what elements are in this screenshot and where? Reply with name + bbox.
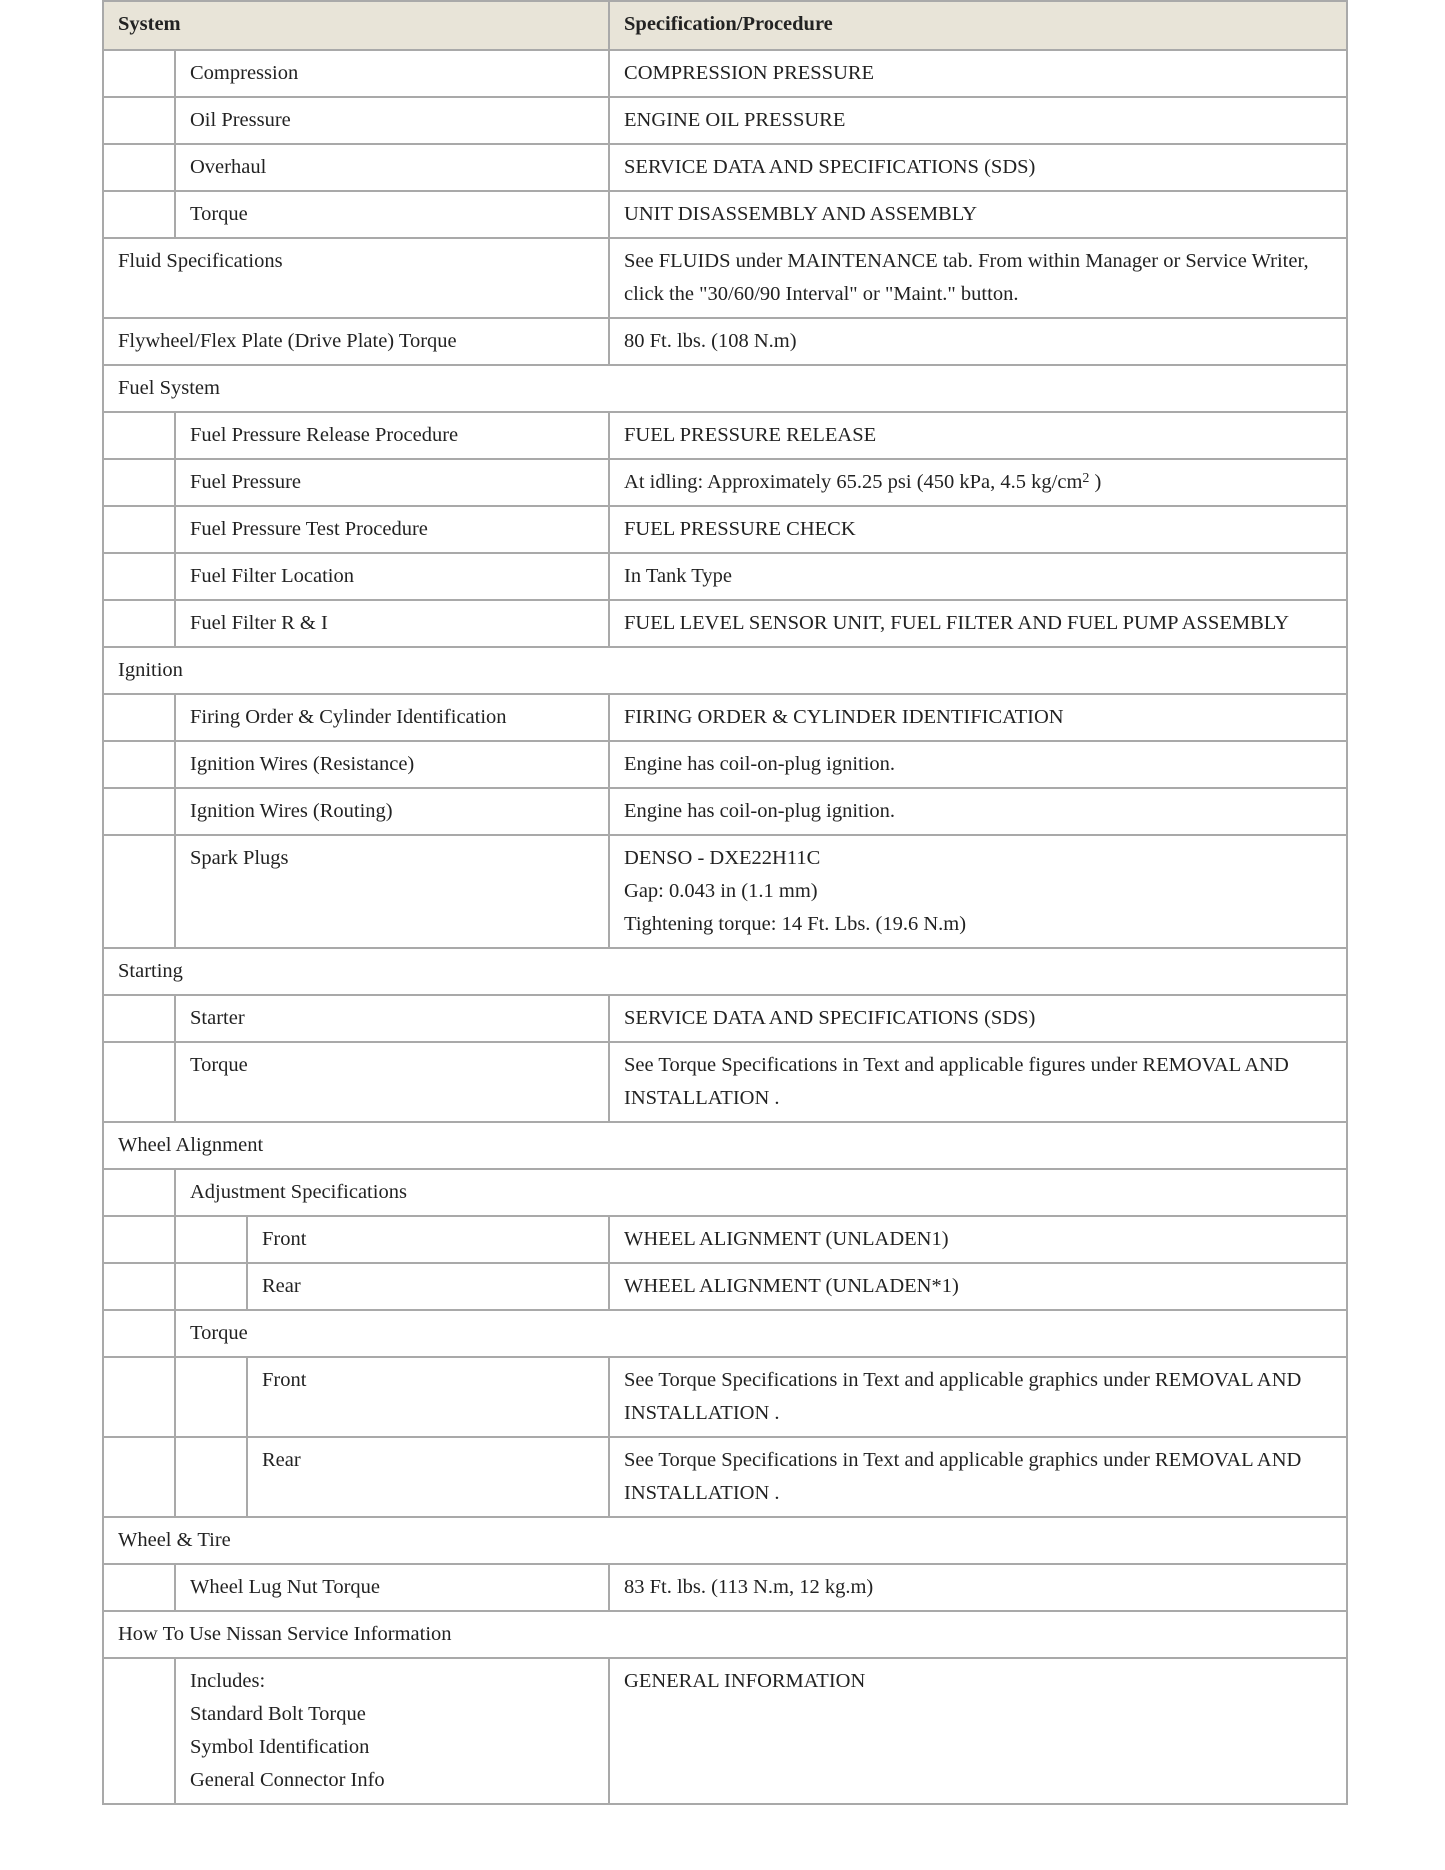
system-label: Flywheel/Flex Plate (Drive Plate) Torque bbox=[103, 318, 609, 365]
system-label: Fuel Pressure bbox=[175, 459, 609, 506]
section-label: Starting bbox=[103, 948, 1347, 995]
table-row bbox=[103, 144, 1347, 191]
indent-cell bbox=[103, 1357, 175, 1437]
section-row bbox=[103, 1517, 1347, 1564]
indent-cell bbox=[103, 995, 175, 1042]
table-row bbox=[103, 741, 1347, 788]
system-label: Overhaul bbox=[175, 144, 609, 191]
header-system: System bbox=[103, 1, 609, 50]
system-label: Starter bbox=[175, 995, 609, 1042]
table-row bbox=[103, 459, 1347, 506]
spec-value bbox=[609, 459, 1347, 506]
system-label: Ignition Wires (Routing) bbox=[175, 788, 609, 835]
spec-value: 83 Ft. lbs. (113 N.m, 12 kg.m) bbox=[609, 1564, 1347, 1611]
system-label: Torque bbox=[175, 1042, 609, 1122]
indent-cell bbox=[103, 788, 175, 835]
table-row bbox=[103, 412, 1347, 459]
spec-value: See Torque Specifications in Text and applicable graphics under REMOVAL AND INSTALLATION . bbox=[609, 1357, 1347, 1437]
table-row bbox=[103, 238, 1347, 318]
table-row bbox=[103, 318, 1347, 365]
spec-value: In Tank Type bbox=[609, 553, 1347, 600]
system-label: Spark Plugs bbox=[175, 835, 609, 948]
system-label: Fuel Filter Location bbox=[175, 553, 609, 600]
system-label: Fuel Pressure Test Procedure bbox=[175, 506, 609, 553]
spec-value: FUEL PRESSURE RELEASE bbox=[609, 412, 1347, 459]
table-row bbox=[103, 50, 1347, 97]
section-label: Ignition bbox=[103, 647, 1347, 694]
table-row bbox=[103, 506, 1347, 553]
table-row bbox=[103, 1564, 1347, 1611]
indent-cell bbox=[175, 1437, 247, 1517]
section-label: Fuel System bbox=[103, 365, 1347, 412]
spec-value: ENGINE OIL PRESSURE bbox=[609, 97, 1347, 144]
system-label: Torque bbox=[175, 191, 609, 238]
table-body bbox=[103, 50, 1347, 1804]
section-label: Torque bbox=[175, 1310, 1347, 1357]
section-row bbox=[103, 365, 1347, 412]
system-label: Firing Order & Cylinder Identification bbox=[175, 694, 609, 741]
section-row bbox=[103, 647, 1347, 694]
indent-cell bbox=[175, 1216, 247, 1263]
system-label: Rear bbox=[247, 1263, 609, 1310]
spec-table bbox=[102, 0, 1348, 1805]
spec-value: COMPRESSION PRESSURE bbox=[609, 50, 1347, 97]
section-row bbox=[103, 1122, 1347, 1169]
section-label: Wheel & Tire bbox=[103, 1517, 1347, 1564]
spec-value: 80 Ft. lbs. (108 N.m) bbox=[609, 318, 1347, 365]
spec-value: Engine has coil-on-plug ignition. bbox=[609, 788, 1347, 835]
system-label: Front bbox=[247, 1357, 609, 1437]
indent-cell bbox=[103, 1216, 175, 1263]
indent-cell bbox=[175, 1357, 247, 1437]
table-row bbox=[103, 788, 1347, 835]
system-label: Fluid Specifications bbox=[103, 238, 609, 318]
table-row bbox=[103, 97, 1347, 144]
table-row bbox=[103, 1263, 1347, 1310]
section-row bbox=[103, 948, 1347, 995]
indent-cell bbox=[103, 741, 175, 788]
indent-cell bbox=[103, 835, 175, 948]
indent-cell bbox=[103, 50, 175, 97]
table-row bbox=[103, 1042, 1347, 1122]
table-row bbox=[103, 553, 1347, 600]
spec-value: FUEL PRESSURE CHECK bbox=[609, 506, 1347, 553]
spec-value: DENSO - DXE22H11C Gap: 0.043 in (1.1 mm) Tightening torque: 14 Ft. Lbs. (19.6 N.m) bbox=[609, 835, 1347, 948]
indent-cell bbox=[103, 1564, 175, 1611]
indent-cell bbox=[103, 1658, 175, 1804]
spec-value: WHEEL ALIGNMENT (UNLADEN1) bbox=[609, 1216, 1347, 1263]
spec-value: Engine has coil-on-plug ignition. bbox=[609, 741, 1347, 788]
indent-cell bbox=[103, 1437, 175, 1517]
system-label: Rear bbox=[247, 1437, 609, 1517]
system-label: Includes: Standard Bolt Torque Symbol Identification General Connector Info bbox=[175, 1658, 609, 1804]
superscript: 2 bbox=[1082, 471, 1090, 486]
system-label: Ignition Wires (Resistance) bbox=[175, 741, 609, 788]
indent-cell bbox=[103, 1310, 175, 1357]
indent-cell bbox=[103, 694, 175, 741]
table-row bbox=[103, 1658, 1347, 1804]
system-label: Fuel Filter R & I bbox=[175, 600, 609, 647]
header-row bbox=[103, 1, 1347, 50]
indent-cell bbox=[103, 600, 175, 647]
indent-cell bbox=[103, 459, 175, 506]
table-row bbox=[103, 694, 1347, 741]
section-label: Wheel Alignment bbox=[103, 1122, 1347, 1169]
indent-cell bbox=[103, 412, 175, 459]
indent-cell bbox=[103, 553, 175, 600]
spec-value: SERVICE DATA AND SPECIFICATIONS (SDS) bbox=[609, 144, 1347, 191]
spec-value: See FLUIDS under MAINTENANCE tab. From within Manager or Service Writer, click the "30/60/90 Interval" or "Maint." button. bbox=[609, 238, 1347, 318]
system-label: Front bbox=[247, 1216, 609, 1263]
section-row bbox=[103, 1310, 1347, 1357]
spec-value: See Torque Specifications in Text and applicable graphics under REMOVAL AND INSTALLATION . bbox=[609, 1437, 1347, 1517]
indent-cell bbox=[103, 144, 175, 191]
table-row bbox=[103, 1437, 1347, 1517]
spec-value: FIRING ORDER & CYLINDER IDENTIFICATION bbox=[609, 694, 1347, 741]
system-label: Compression bbox=[175, 50, 609, 97]
table-row bbox=[103, 1357, 1347, 1437]
indent-cell bbox=[103, 1042, 175, 1122]
spec-value-text: At idling: Approximately 65.25 psi (450 kPa, 4.5 kg/cm bbox=[624, 471, 1083, 493]
spec-value: WHEEL ALIGNMENT (UNLADEN*1) bbox=[609, 1263, 1347, 1310]
table-row bbox=[103, 995, 1347, 1042]
spec-value: FUEL LEVEL SENSOR UNIT, FUEL FILTER AND FUEL PUMP ASSEMBLY bbox=[609, 600, 1347, 647]
section-row bbox=[103, 1169, 1347, 1216]
indent-cell bbox=[103, 1263, 175, 1310]
indent-cell bbox=[103, 191, 175, 238]
section-label: Adjustment Specifications bbox=[175, 1169, 1347, 1216]
section-row bbox=[103, 1611, 1347, 1658]
spec-value: See Torque Specifications in Text and applicable figures under REMOVAL AND INSTALLATION . bbox=[609, 1042, 1347, 1122]
system-label: Fuel Pressure Release Procedure bbox=[175, 412, 609, 459]
section-label: How To Use Nissan Service Information bbox=[103, 1611, 1347, 1658]
spec-value: SERVICE DATA AND SPECIFICATIONS (SDS) bbox=[609, 995, 1347, 1042]
indent-cell bbox=[103, 506, 175, 553]
table-row bbox=[103, 1216, 1347, 1263]
indent-cell bbox=[103, 97, 175, 144]
spec-value: GENERAL INFORMATION bbox=[609, 1658, 1347, 1804]
spec-value-suffix: ) bbox=[1089, 471, 1102, 493]
table-row bbox=[103, 600, 1347, 647]
system-label: Wheel Lug Nut Torque bbox=[175, 1564, 609, 1611]
spec-value: UNIT DISASSEMBLY AND ASSEMBLY bbox=[609, 191, 1347, 238]
indent-cell bbox=[103, 1169, 175, 1216]
table-row bbox=[103, 191, 1347, 238]
header-spec: Specification/Procedure bbox=[609, 1, 1347, 50]
indent-cell bbox=[175, 1263, 247, 1310]
system-label: Oil Pressure bbox=[175, 97, 609, 144]
table-row bbox=[103, 835, 1347, 948]
